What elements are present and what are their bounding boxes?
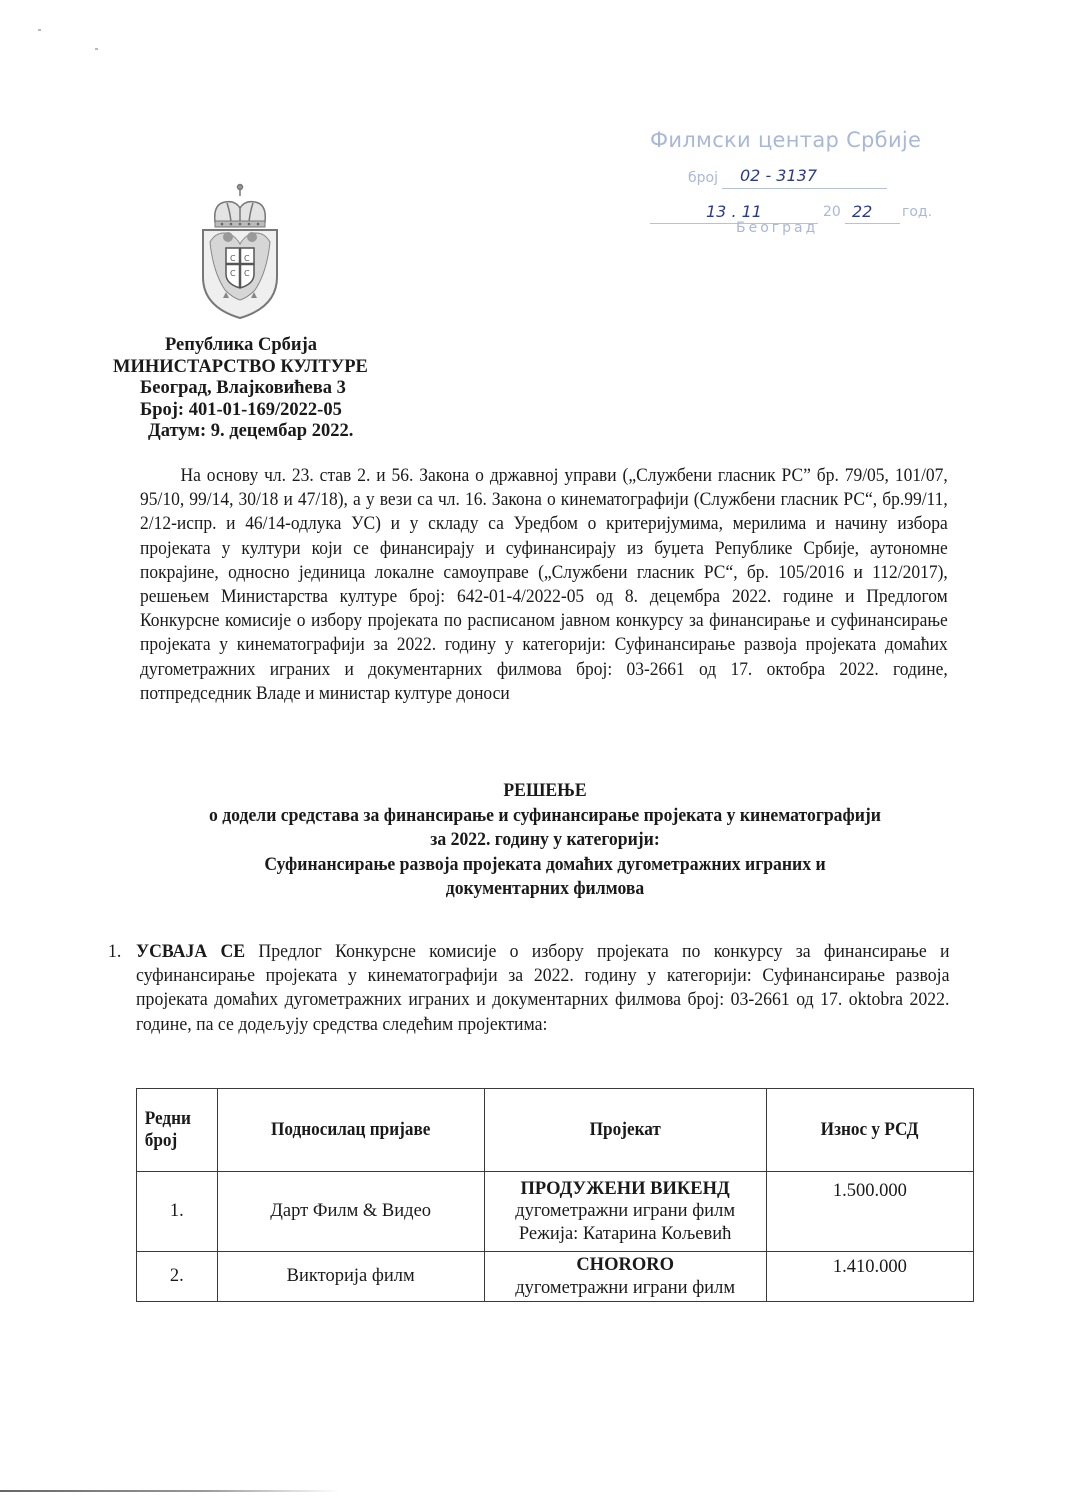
header-address: Београд, Влајковићева 3	[140, 378, 346, 398]
project-type: дугометражни играни филм	[515, 1277, 736, 1298]
project-title: CHORORO	[576, 1255, 674, 1275]
scan-edge	[0, 1490, 340, 1492]
svg-text:С: С	[244, 254, 250, 263]
svg-text:С: С	[230, 254, 236, 263]
header-ministry: МИНИСТАРСТВО КУЛТУРЕ	[113, 356, 368, 377]
project-title: ПРОДУЖЕНИ ВИКЕНД	[520, 1178, 730, 1199]
stamp-date-value: 13 . 11	[706, 202, 762, 221]
stamp-institution: Филмски центар Србије	[650, 128, 922, 152]
decision-item-1	[108, 940, 950, 1037]
grants-table	[136, 1088, 974, 1302]
decision-title-block	[159, 779, 931, 902]
header-date: Датум: 9. децембар 2022.	[148, 421, 354, 441]
table-header-row	[137, 1089, 974, 1172]
stamp-number-line	[722, 188, 887, 189]
header-country: Република Србија	[165, 335, 317, 355]
stamp-year-value: 22	[852, 202, 873, 221]
project-director: Режија: Катарина Кољевић	[518, 1223, 732, 1244]
header-project: Пројекат	[484, 1089, 766, 1172]
stamp-year-line	[845, 223, 900, 224]
stamp-number-label: број	[688, 170, 718, 186]
stamp-city: Београд	[736, 220, 819, 236]
svg-text:С: С	[244, 269, 250, 278]
item-lead: УСВАЈА СЕ	[136, 941, 246, 962]
header-amount: Износ у РСД	[766, 1089, 973, 1172]
cell-applicant: Викторија филм	[217, 1252, 484, 1302]
scan-speck	[38, 29, 41, 31]
svg-text:С: С	[230, 269, 236, 278]
decision-subtitle-2: за 2022. годину у категорији:	[430, 829, 660, 850]
preamble-paragraph: На основу чл. 23. став 2. и 56. Закона о државној управи („Службени гласник РС” бр. 79/05, 101/07, 95/10, 99/14, 30/18 и 47/18), а у вези са чл. 16. Закона о кинематографији (Службени гласник РС“, бр.99/11, 2/12-испр. и 46/14-одлука УС) и у складу са Уредбом о критеријумима, мерилима и начину избора пројеката у култури који се финансирају и суфинансирају из буџета Републике Србије, аутономне покрајине, односно јединица локалне самоуправе („Службени гласник РС“, бр. 105/2016 и 112/2017), решењем Министарства културе број: 642-01-4/2022-05 од 8. децембра 2022. године и Предлогом Конкурсне комисије о избору пројеката по расписаном јавном конкурсу за финансирање и суфинансирање пројеката у кинематографији за 2022. годину у категорији: Суфинансирање развоја пројеката домаћих дугометражних играних и документарних филмова број: 03-2661 од 17. октобра 2022. године, потпредседник Владе и министар културе доноси	[140, 465, 948, 704]
serbia-coat-of-arms-icon	[195, 182, 285, 322]
cell-rank: 1.	[137, 1172, 218, 1252]
project-type: дугометражни играни филм	[515, 1201, 736, 1222]
ministry-header	[113, 335, 368, 443]
cell-amount: 1.410.000	[766, 1252, 973, 1302]
stamp-year-label: год.	[902, 204, 933, 220]
decision-subtitle-1: о додели средстава за финансирање и суфинансирање пројеката у кинематографији	[208, 804, 881, 826]
scan-speck	[95, 48, 98, 50]
decision-subtitle-4: документарних филмова	[445, 878, 645, 899]
header-rank: Редни број	[137, 1089, 218, 1172]
cell-project	[484, 1172, 766, 1252]
table-row	[137, 1252, 974, 1302]
table-row	[137, 1172, 974, 1252]
stamp-year-prefix: 20	[823, 204, 841, 220]
item-number: 1.	[108, 941, 122, 962]
cell-applicant: Дарт Филм & Видео	[217, 1172, 484, 1252]
header-applicant: Подносилац пријаве	[217, 1089, 484, 1172]
stamp-number-value: 02 - 3137	[740, 166, 818, 185]
decision-title: РЕШЕЊЕ	[503, 780, 587, 801]
header-number: Број: 401-01-169/2022-05	[140, 399, 342, 420]
item-text	[136, 940, 949, 1037]
decision-subtitle-3: Суфинансирање развоја пројеката домаћих дугометражних играних и	[264, 853, 826, 875]
item-body: Предлог Конкурсне комисије о избору пројеката по конкурсу за финансирање и суфинансирање пројеката у кинематографији за 2022. годину у категорији: Суфинансирање развоја пројеката домаћих дугометражних играних и документарних филмова број: 03-2661 од 17. oktobra 2022. године, па се додељују средства следећим пројектима:	[136, 941, 950, 1035]
cell-rank: 2.	[137, 1252, 218, 1302]
cell-project	[484, 1252, 766, 1302]
cell-amount: 1.500.000	[766, 1172, 973, 1252]
